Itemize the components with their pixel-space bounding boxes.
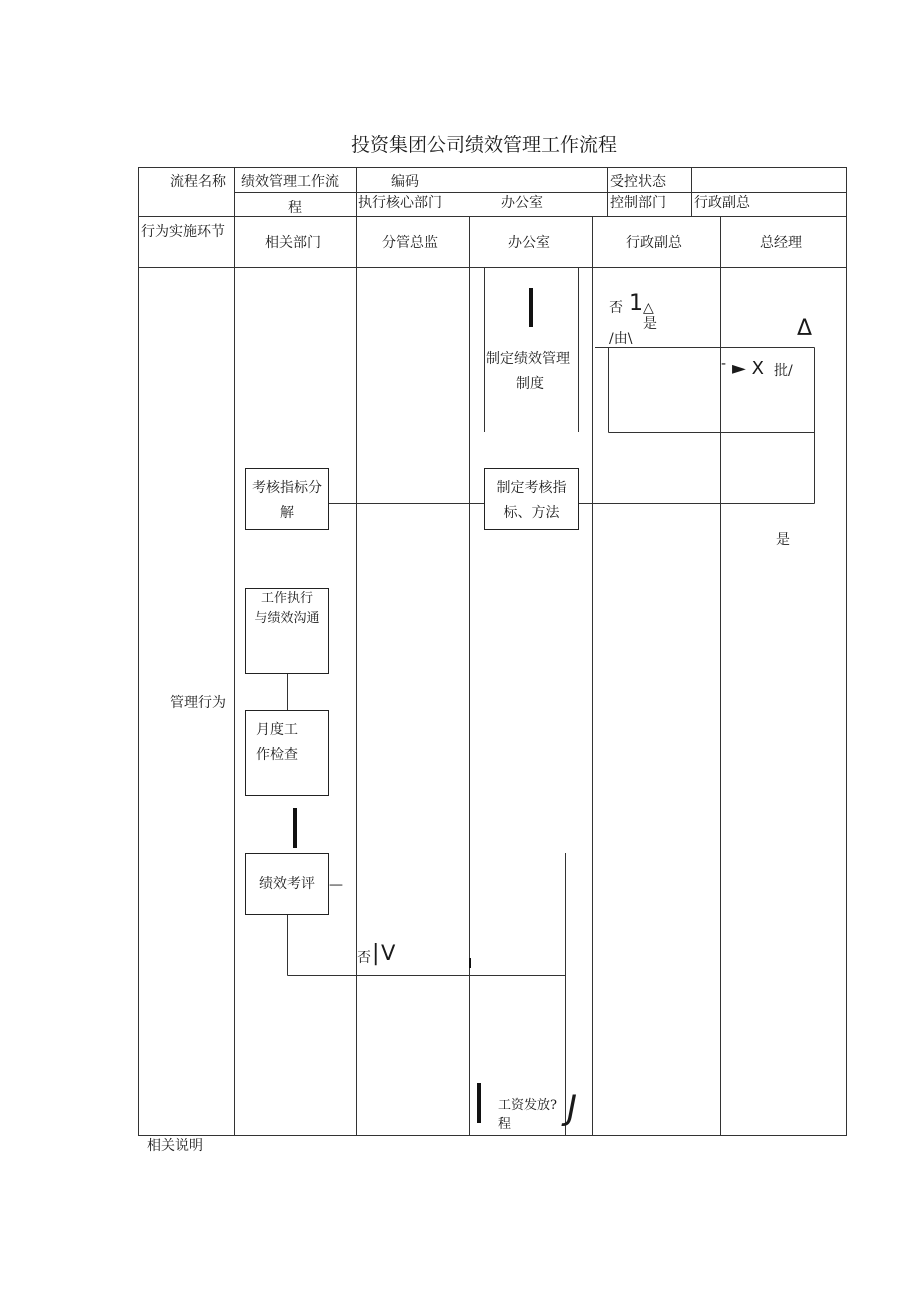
work-exec-box xyxy=(245,588,329,674)
col-header-admin-vp: 行政副总 xyxy=(626,235,682,251)
process-name-value-line1: 绩效管理工作流 xyxy=(241,174,339,190)
indicator-decomp-line1: 考核指标分 xyxy=(252,480,322,496)
make-indicator-line1: 制定考核指 xyxy=(496,480,567,496)
mark-em-dash: — xyxy=(329,877,343,893)
make-indicator-line2: 标、方法 xyxy=(503,505,560,521)
code-label: 编码 xyxy=(391,174,419,190)
monthly-check-box xyxy=(245,710,329,796)
control-dept-label: 控制部门 xyxy=(610,195,666,211)
perf-review-box xyxy=(245,853,329,915)
col-header-gm: 总经理 xyxy=(760,235,802,251)
col-header-related-dept: 相关部门 xyxy=(265,235,321,251)
delta-icon: Δ xyxy=(797,316,813,341)
mark-approve: 批/ xyxy=(774,363,793,379)
mark-bar: | xyxy=(372,941,380,966)
row-label-management: 管理行为 xyxy=(170,695,226,711)
mark-no-1: 否 xyxy=(609,300,623,316)
controlled-status-label: 受控状态 xyxy=(610,174,666,190)
mark-slash-you: /由\ xyxy=(609,331,633,347)
mark-one: 1 xyxy=(629,291,643,316)
mark-cheng: 程 xyxy=(498,1117,512,1132)
work-exec-line2: 与绩效沟通 xyxy=(254,611,320,626)
make-indicator-box xyxy=(484,468,579,530)
indicator-decomp-box xyxy=(245,468,329,530)
monthly-check-line2: 作检查 xyxy=(256,747,298,763)
mark-triangle-small: △ xyxy=(643,300,654,316)
mark-dash: - xyxy=(721,356,727,372)
process-name-value-line2: 程 xyxy=(288,200,302,216)
exec-dept-value: 办公室 xyxy=(501,195,543,211)
mark-v: V xyxy=(381,941,396,965)
work-exec-line1: 工作执行 xyxy=(260,591,313,606)
page-title: 投资集团公司绩效管理工作流程 xyxy=(351,134,618,156)
exec-dept-label: 执行核心部门 xyxy=(358,195,442,211)
mark-no-2: 否 xyxy=(357,950,371,966)
arrow-x-icon: ► X xyxy=(732,358,764,379)
wage-release-text: 工资发放? xyxy=(498,1098,557,1113)
make-system-text-line1: 制定绩效管理 xyxy=(486,351,570,367)
col-header-stage: 行为实施环节 xyxy=(141,224,225,240)
monthly-check-line1: 月度工 xyxy=(256,722,298,738)
mark-j: J xyxy=(567,1088,578,1128)
col-header-office: 办公室 xyxy=(508,235,550,251)
control-dept-value: 行政副总 xyxy=(694,195,750,211)
process-name-label: 流程名称 xyxy=(170,174,226,190)
mark-yes-1: 是 xyxy=(643,316,657,332)
mark-yes-2: 是 xyxy=(776,532,790,548)
indicator-decomp-line2: 解 xyxy=(280,505,294,521)
make-system-text-line2: 制度 xyxy=(516,376,544,392)
related-notes-label: 相关说明 xyxy=(147,1138,203,1154)
perf-review-text: 绩效考评 xyxy=(259,876,315,892)
col-header-supervisor: 分管总监 xyxy=(382,235,438,251)
